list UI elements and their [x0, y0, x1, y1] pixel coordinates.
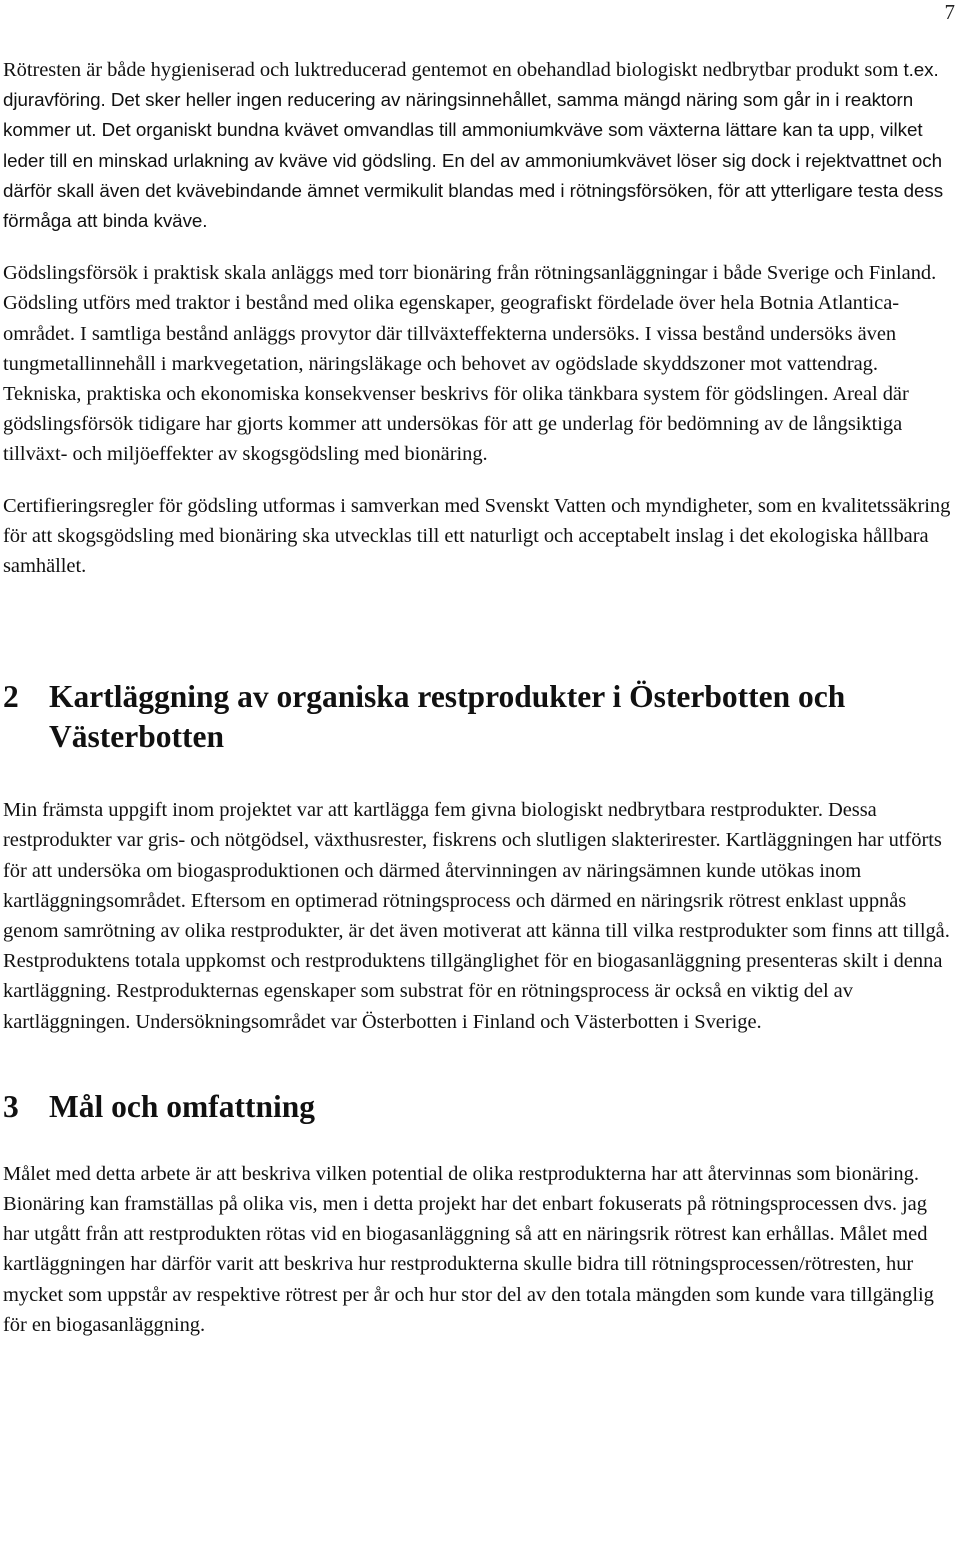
- section-3-body: Målet med detta arbete är att beskriva vilken potential de olika restprodukterna har att återvinnas som bionäring. Bionäring kan framställas på olika vis, men i detta projekt har det enbart fokuserats på rötningsprocessen dvs. jag har utgått från att restprodukten rötas vid en biogasanläggning så att en näringsrik rötrest kan erhållas. Målet med kartläggningen har därför varit att beskriva hur restprodukterna skulle bidra till rötningsprocessen/rötresten, hur mycket som uppstår av respektive rötrest per år och hur stor del av den totala mängden som kunde vara tillgänglig för en biogasanläggning.: [3, 1162, 934, 1336]
- document-body: [3, 55, 957, 1340]
- section-title-2: Kartläggning av organiska restprodukter i Österbotten och Västerbotten: [49, 679, 846, 755]
- paragraph-digestate: [3, 55, 957, 236]
- paragraph-digestate-sans: t.ex. djuravföring. Det sker heller ingen reducering av näringsinnehållet, samma mängd näring som går in i reaktorn kommer ut. Det organiskt bundna kvävet omvandlas till ammoniumkväve som växterna lättare kan ta upp, vilket leder till en minskad urlakning av kväve vid gödsling. En del av ammoniumkvävet löser sig dock i rejektvattnet och därför skall även det kvävebindande ämnet vermikulit blandas med i rötningsförsöken, för att ytterligare testa dess förmåga att binda kväve.: [3, 59, 944, 232]
- section-title-3: Mål och omfattning: [49, 1088, 315, 1124]
- paragraph-digestate-serif: Rötresten är både hygieniserad och luktreducerad gentemot en obehandlad biologiskt nedbrytbar produkt som: [3, 59, 904, 81]
- section-2-body: Min främsta uppgift inom projektet var att kartlägga fem givna biologiskt nedbrytbara restprodukter. Dessa restprodukter var gris- och nötgödsel, växthusrester, fiskrens och slutligen slakterirester. Kartläggningen har utförts för att undersöka om biogasproduktionen och därmed återvinningen av näringsämnen kunde utökas inom kartläggningsområdet. Eftersom en optimerad rötningsprocess och därmed en näringsrik rötrest enklast uppnås genom samrötning av olika restprodukter, är det även motiverat att känna till vilka restprodukter som finns att tillgå. Restproduktens totala uppkomst och restproduktens tillgänglighet för en biogasanläggning presenteras skilt i denna kartläggning. Restprodukternas egenskaper som substrat för en rötningsprocess är också en viktig del av kartläggningen. Undersökningsområdet var Österbotten i Finland och Västerbotten i Sverige.: [3, 799, 950, 1033]
- section-heading-2: [3, 677, 957, 757]
- section-number-3: 3: [3, 1088, 19, 1124]
- section-number-2: 2: [3, 679, 19, 715]
- section-heading-3: [3, 1087, 957, 1127]
- page-number: 7: [944, 0, 955, 24]
- paragraph-fertilization-trials: Gödslingsförsök i praktisk skala anläggs med torr bionäring från rötningsanläggningar i både Sverige och Finland. Gödsling utförs med traktor i bestånd med olika egenskaper, geografiskt fördelade över hela Botnia Atlantica-området. I samtliga bestånd anläggs provytor där tillväxteffekterna undersöks. I vissa bestånd undersöks även tungmetallinnehåll i markvegetation, näringsläkage och behovet av ogödslade skyddszoner mot vattendrag. Tekniska, praktiska och ekonomiska konsekvenser beskrivs för olika tänkbara system för gödslingen. Areal där gödslingsförsök tidigare har gjorts kommer att undersökas för att ge underlag för bedömning av de långsiktiga tillväxt- och miljöeffekter av skogsgödsling med bionäring.: [3, 262, 937, 466]
- paragraph-certification: Certifieringsregler för gödsling utformas i samverkan med Svenskt Vatten och myndigheter, som en kvalitetssäkring för att skogsgödsling med bionäring ska utvecklas till ett naturligt och acceptabelt inslag i det ekologiska hållbara samhället.: [3, 494, 951, 578]
